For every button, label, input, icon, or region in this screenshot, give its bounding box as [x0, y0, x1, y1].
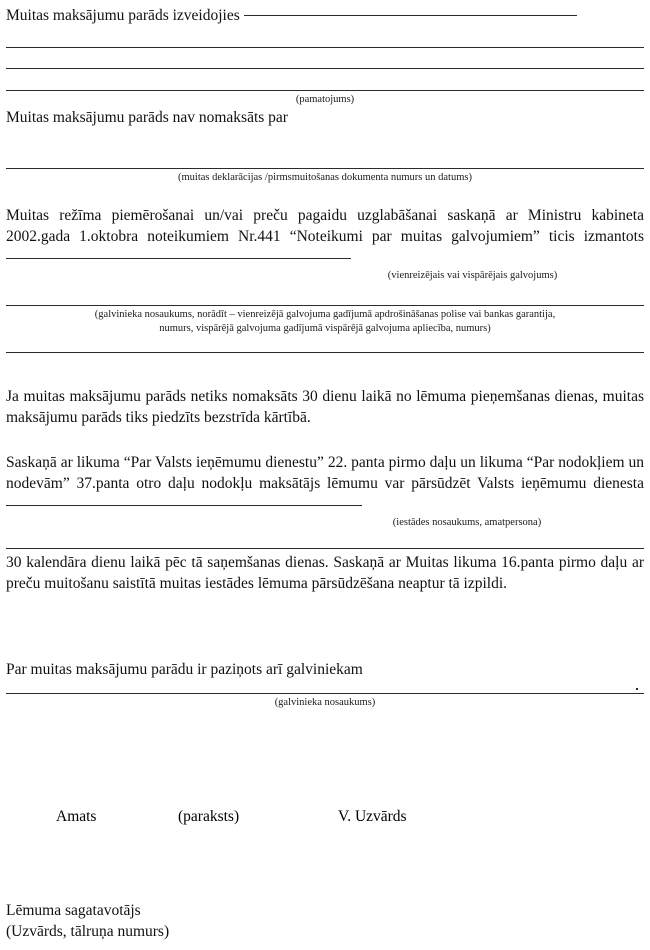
enforcement-section	[6, 386, 644, 428]
signature-row	[6, 808, 644, 826]
appeal-continuation-rule[interactable]	[6, 548, 644, 549]
guarantee-paragraph	[6, 205, 644, 268]
guarantee-type-fill-line[interactable]	[6, 258, 351, 259]
guarantor-notice-label: Par muitas maksājumu parādu ir paziņots arī galviniekam	[6, 661, 363, 678]
guarantor-notice-caption: (galvinieka nosaukums)	[274, 697, 376, 708]
guarantee-type-caption: (vienreizējais vai vispārējais galvojums)	[387, 270, 558, 281]
appeal-authority-caption: (iestādes nosaukums, amatpersona)	[392, 517, 542, 528]
debt-origin-caption: (pamatojums)	[295, 94, 355, 105]
guarantor-fill-line-bottom[interactable]	[6, 352, 644, 353]
unpaid-for-caption: (muitas deklarācijas /pirmsmuitošanas dokumenta numurs un datums)	[178, 172, 472, 183]
debt-origin-fill-line-3[interactable]	[6, 68, 644, 69]
debt-origin-section	[6, 7, 644, 105]
signature-name-label: V. Uzvārds	[338, 808, 407, 825]
appeal-paragraph-part1	[6, 452, 644, 515]
unpaid-for-section	[6, 109, 644, 183]
appeal-section	[6, 452, 644, 592]
signature-section	[6, 808, 644, 826]
guarantee-paragraph-text: Muitas režīma piemērošanai un/vai preču pagaidu uzglabāšanai saskaņā ar Ministru kabineta 2002.gada 1.oktobra noteikumiem Nr.441 “Noteikumi par muitas galvojumiem” ticis izmantots	[6, 207, 644, 245]
unpaid-for-fill-line[interactable]	[6, 168, 644, 169]
debt-origin-fill-line-1[interactable]	[244, 15, 577, 16]
signature-position-label: Amats	[56, 808, 97, 825]
guarantor-notice-section	[6, 661, 644, 708]
guarantor-caption-line-2: numurs, vispārējā galvojuma gadījumā vispārējā galvojuma apliecība, numurs)	[159, 323, 491, 334]
preparer-hint: (Uzvārds, tālruņa numurs)	[6, 923, 170, 940]
appeal-paragraph-part1-text: Saskaņā ar likuma “Par Valsts ieņēmumu dienestu” 22. panta pirmo daļu un likuma “Par nodokļiem un nodevām” 37.panta otro daļu nodokļu maksātājs lēmumu var pārsūdzēt Valsts ieņēmumu dienesta	[6, 454, 644, 492]
footer-section	[6, 900, 406, 942]
debt-origin-fill-line-4[interactable]	[6, 90, 644, 91]
appeal-paragraph-part2: 30 kalendāra dienu laikā pēc tā saņemšanas dienas. Saskaņā ar Muitas likuma 16.panta pirmo daļu ar preču muitošanu saistītā muitas iestādes lēmuma pārsūdzēšana neaptur tā izpildi.	[6, 554, 644, 592]
guarantor-fill-line-top[interactable]	[6, 305, 644, 306]
enforcement-paragraph: Ja muitas maksājumu parāds netiks nomaksāts 30 dienu laikā no lēmuma pieņemšanas dienas, muitas maksājumu parāds tiks piedzīts bezstrīda kārtībā.	[6, 388, 644, 426]
guarantor-notice-period-mark	[636, 688, 638, 690]
guarantee-section	[6, 205, 644, 334]
debt-origin-fill-line-2[interactable]	[6, 47, 644, 48]
guarantor-notice-fill-line[interactable]	[6, 693, 644, 694]
debt-origin-row	[6, 8, 644, 24]
debt-origin-label: Muitas maksājumu parāds izveidojies	[6, 7, 240, 24]
signature-paraksts-label: (paraksts)	[178, 808, 240, 825]
appeal-authority-fill-line[interactable]	[6, 505, 362, 506]
preparer-label: Lēmuma sagatavotājs	[6, 902, 141, 919]
unpaid-for-label: Muitas maksājumu parāds nav nomaksāts par	[6, 109, 288, 126]
guarantor-caption-line-1: (galvinieka nosaukums, norādīt – vienreizējā galvojuma gadījumā apdrošināšanas polise vai bankas garantija,	[94, 309, 556, 320]
